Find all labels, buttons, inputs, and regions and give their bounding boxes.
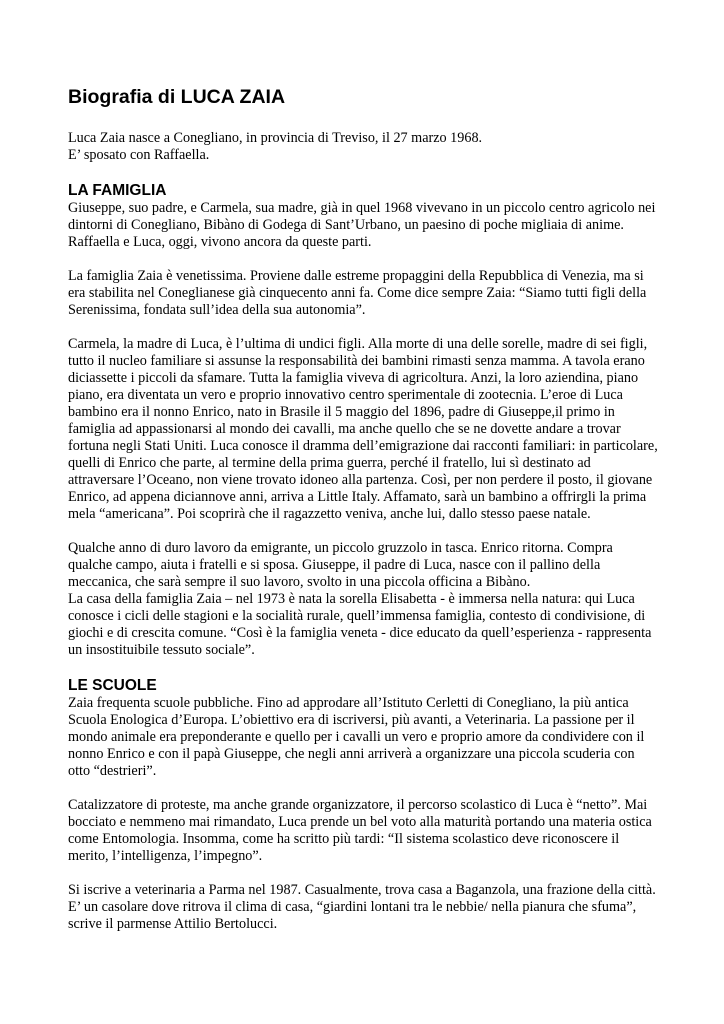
famiglia-paragraph-3: Carmela, la madre di Luca, è l’ultima di undici figli. Alla morte di una delle sorelle, madre di sei figli, tutto il nucleo familiare si assunse la responsabilità dei bambini rimasti senza mamma. A tavola erano diciassette i piccoli da sfamare. Tutta la famiglia viveva di agricoltura. Anzi, la loro aziendina, piano piano, era diventata un vero e proprio innovativo centro sperimentale di zootecnia. L’eroe di Luca bambino era il nonno Enrico, nato in Brasile il 5 maggio del 1896, padre di Giuseppe,il primo in famiglia ad appassionarsi al mondo dei cavalli, ma anche quello che se ne dovette andare a trovar fortuna negli Stati Uniti. Luca conosce il dramma dell’emigrazione dai racconti familiari: in particolare, quelli di Enrico che parte, al termine della prima guerra, perché il fratello, lui sì destinato ad attraversare l’Oceano, non viene trovato idoneo alla partenza. Così, per non perdere il posto, il giovane Enrico, ad appena diciannove anni, arriva a Little Italy. Affamato, sarà un bambino a offrirgli la prima mela “americana”. Poi scoprirà che il ragazzetto veniva, anche lui, dallo stesso paese natale. xyxy=(68,336,658,522)
spacer xyxy=(68,780,658,797)
famiglia-paragraph-4: Qualche anno di duro lavoro da emigrante, un piccolo gruzzolo in tasca. Enrico ritorna. Compra qualche campo, aiuta i fratelli e si sposa. Giuseppe, il padre di Luca, nasce con il pallino della meccanica, che sarà sempre il suo lavoro, svolto in una piccola officina a Bibàno. xyxy=(68,540,613,590)
spacer xyxy=(68,659,658,668)
section-heading-scuole: LE SCUOLE xyxy=(68,677,157,694)
document-page xyxy=(68,84,658,933)
scuole-paragraph-1: Zaia frequenta scuole pubbliche. Fino ad approdare all’Istituto Cerletti di Conegliano, la più antica Scuola Enologica d’Europa. L’obiettivo era di iscriversi, più avanti, a Veterinaria. La passione per il mondo animale era preponderante e quello per i cavalli un vero e proprio amore da condividere con il nonno Enrico e con il papà Giuseppe, che negli anni arriverà a organizzare una piccola scuderia con otto “destrieri”. xyxy=(68,695,645,779)
intro-line-married: E’ sposato con Raffaella. xyxy=(68,147,210,163)
document-title: Biografia di LUCA ZAIA xyxy=(68,86,286,108)
famiglia-paragraph-1: Giuseppe, suo padre, e Carmela, sua madre, già in quel 1968 vivevano in un piccolo centro agricolo nei dintorni di Conegliano, Bibàno di Godega di Sant’Urbano, un paesino di poche migliaia di anime. Raffaella e Luca, oggi, vivono ancora da queste parti. xyxy=(68,200,656,250)
section-heading-famiglia: LA FAMIGLIA xyxy=(68,182,167,199)
famiglia-paragraph-5: La casa della famiglia Zaia – nel 1973 è nata la sorella Elisabetta - è immersa nella natura: qui Luca conosce i cicli delle stagioni e la socialità rurale, quell’immensa famiglia, contesto di condivisione, di giochi e di crescita comune. “Così è la famiglia veneta - dice educato da quell’esperienza - rappresenta un insostituibile tessuto sociale”. xyxy=(68,591,652,658)
intro-line-birth: Luca Zaia nasce a Conegliano, in provincia di Treviso, il 27 marzo 1968. xyxy=(68,130,483,146)
spacer xyxy=(68,668,658,677)
spacer xyxy=(68,173,658,182)
spacer xyxy=(68,319,658,336)
spacer xyxy=(68,251,658,268)
spacer xyxy=(68,164,658,173)
spacer xyxy=(68,865,658,882)
famiglia-paragraph-2: La famiglia Zaia è venetissima. Proviene dalle estreme propaggini della Repubblica di Venezia, ma si era stabilita nel Coneglianese già cinquecento anni fa. Come dice sempre Zaia: “Siamo tutti figli della Serenissima, fondata sull’idea della sua autonomia”. xyxy=(68,268,647,318)
scuole-paragraph-3: Si iscrive a veterinaria a Parma nel 1987. Casualmente, trova casa a Baganzola, una frazione della città. E’ un casolare dove ritrova il clima di casa, “giardini lontani tra le nebbie/ nella pianura che sfuma”, scrive il parmense Attilio Bertolucci. xyxy=(68,882,656,932)
scuole-paragraph-2: Catalizzatore di proteste, ma anche grande organizzatore, il percorso scolastico di Luca è “netto”. Mai bocciato e nemmeno mai rimandato, Luca prende un bel voto alla maturità portando una materia ostica come Entomologia. Insomma, come ha scritto più tardi: “Il sistema scolastico deve riconoscere il merito, l’intelligenza, l’impegno”. xyxy=(68,797,652,864)
spacer xyxy=(68,523,658,540)
